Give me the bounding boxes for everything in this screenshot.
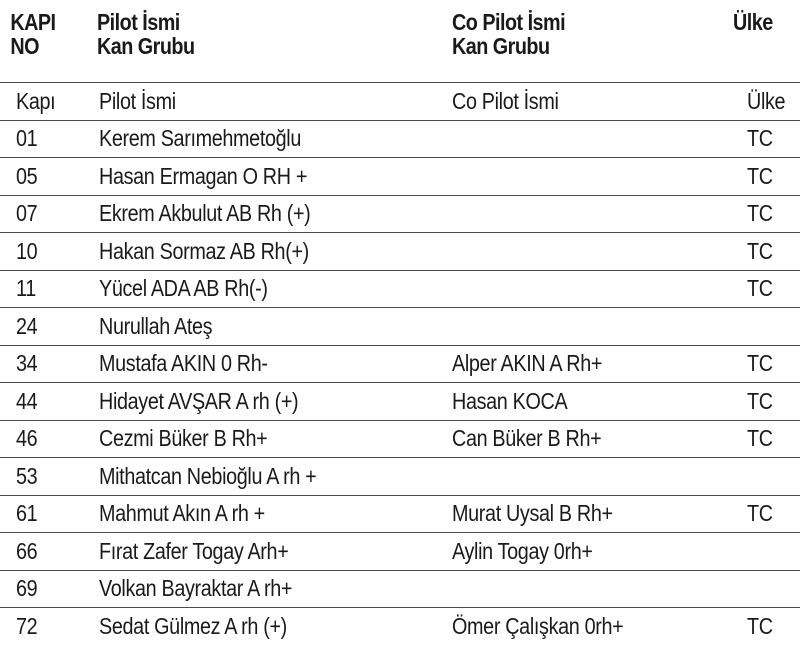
cell-country-text: TC xyxy=(747,387,773,414)
cell-country-text: TC xyxy=(747,275,773,302)
cell-co-pilot-name xyxy=(452,458,733,496)
header-co-pilot-line-2: Kan Grubu xyxy=(452,33,550,59)
cell-co-pilot-name-text: Alper AKIN A Rh+ xyxy=(452,350,603,377)
cell-pilot-name xyxy=(97,495,452,533)
header-kapi-line-1: KAPI xyxy=(10,9,56,35)
cell-co-pilot-name-text: Ömer Çalışkan 0rh+ xyxy=(452,612,624,639)
cell-country-text: TC xyxy=(747,350,773,377)
header-country xyxy=(733,0,791,83)
cell-pilot-name-text: Hidayet AVŞAR A rh (+) xyxy=(99,387,299,414)
cell-country xyxy=(733,345,800,383)
cell-kapi-no xyxy=(0,270,97,308)
cell-co-pilot-name xyxy=(452,158,733,196)
cell-co-pilot-name xyxy=(452,120,733,158)
cell-kapi-no xyxy=(0,533,97,571)
cell-country-text: TC xyxy=(747,237,773,264)
table-row xyxy=(0,533,800,571)
table-row xyxy=(0,195,800,233)
cell-pilot-name-text: Cezmi Büker B Rh+ xyxy=(99,425,268,452)
cell-country xyxy=(733,120,800,158)
cell-pilot-name-text: Fırat Zafer Togay Arh+ xyxy=(99,537,289,564)
cell-co-pilot-name-text: Can Büker B Rh+ xyxy=(452,425,602,452)
header-pilot-name xyxy=(97,0,402,83)
cell-co-pilot-name-text: Aylin Togay 0rh+ xyxy=(452,537,593,564)
cell-kapi-no xyxy=(0,233,97,271)
cell-pilot-name xyxy=(97,420,452,458)
header-kapi-line-2: NO xyxy=(10,33,39,59)
cell-country-text: Ülke xyxy=(747,87,786,114)
cell-pilot-name-text: Yücel ADA AB Rh(-) xyxy=(99,275,268,302)
cell-pilot-name-text: Pilot İsmi xyxy=(99,87,176,114)
cell-pilot-name xyxy=(97,458,452,496)
cell-kapi-no xyxy=(0,420,97,458)
cell-country xyxy=(733,608,800,645)
cell-kapi-no-text: 53 xyxy=(16,462,38,489)
table-row xyxy=(0,308,800,346)
cell-kapi-no xyxy=(0,458,97,496)
cell-country-text: TC xyxy=(747,125,773,152)
table-row xyxy=(0,233,800,271)
cell-pilot-name xyxy=(97,233,452,271)
cell-co-pilot-name xyxy=(452,608,733,645)
cell-pilot-name xyxy=(97,533,452,571)
cell-co-pilot-name-text: Hasan KOCA xyxy=(452,387,568,414)
table-header xyxy=(0,0,800,83)
cell-kapi-no xyxy=(0,383,97,421)
cell-country xyxy=(733,533,800,571)
cell-country-text: TC xyxy=(747,612,773,639)
cell-country xyxy=(733,158,800,196)
cell-pilot-name-text: Mithatcan Nebioğlu A rh + xyxy=(99,462,317,489)
cell-pilot-name-text: Ekrem Akbulut AB Rh (+) xyxy=(99,200,311,227)
cell-co-pilot-name xyxy=(452,233,733,271)
cell-pilot-name xyxy=(97,120,452,158)
cell-pilot-name-text: Hakan Sormaz AB Rh(+) xyxy=(99,237,309,264)
cell-co-pilot-name xyxy=(452,570,733,608)
cell-kapi-no xyxy=(0,495,97,533)
cell-pilot-name-text: Mustafa AKIN 0 Rh- xyxy=(99,350,268,377)
table-row xyxy=(0,83,800,121)
cell-country xyxy=(733,195,800,233)
cell-country xyxy=(733,420,800,458)
cell-pilot-name-text: Hasan Ermagan O RH + xyxy=(99,162,308,189)
cell-kapi-no xyxy=(0,308,97,346)
cell-pilot-name-text: Volkan Bayraktar A rh+ xyxy=(99,575,293,602)
cell-pilot-name-text: Sedat Gülmez A rh (+) xyxy=(99,612,287,639)
cell-co-pilot-name xyxy=(452,308,733,346)
cell-co-pilot-name-text: Co Pilot İsmi xyxy=(452,87,559,114)
cell-pilot-name xyxy=(97,308,452,346)
table-row xyxy=(0,420,800,458)
cell-pilot-name-text: Mahmut Akın A rh + xyxy=(99,500,265,527)
header-pilot-line-2: Kan Grubu xyxy=(97,33,195,59)
table-row xyxy=(0,345,800,383)
cell-kapi-no xyxy=(0,608,97,645)
cell-co-pilot-name xyxy=(452,83,733,121)
cell-co-pilot-name xyxy=(452,495,733,533)
cell-kapi-no-text: 11 xyxy=(16,275,36,302)
cell-country xyxy=(733,308,800,346)
cell-pilot-name-text: Nurullah Ateş xyxy=(99,312,213,339)
cell-country xyxy=(733,83,800,121)
cell-co-pilot-name-text: Murat Uysal B Rh+ xyxy=(452,500,613,527)
cell-kapi-no-text: 44 xyxy=(16,387,38,414)
header-country-line-1: Ülke xyxy=(733,9,773,35)
table-row xyxy=(0,158,800,196)
cell-co-pilot-name xyxy=(452,270,733,308)
header-kapi-no xyxy=(0,0,83,83)
cell-co-pilot-name xyxy=(452,345,733,383)
cell-kapi-no-text: 05 xyxy=(16,162,38,189)
cell-kapi-no xyxy=(0,83,97,121)
table-row xyxy=(0,495,800,533)
cell-kapi-no xyxy=(0,345,97,383)
cell-country-text: TC xyxy=(747,425,773,452)
cell-country xyxy=(733,383,800,421)
cell-kapi-no-text: 10 xyxy=(16,237,38,264)
table-body xyxy=(0,83,800,645)
cell-kapi-no-text: 72 xyxy=(16,612,38,639)
cell-kapi-no xyxy=(0,195,97,233)
cell-kapi-no-text: 66 xyxy=(16,537,38,564)
table-row xyxy=(0,570,800,608)
cell-co-pilot-name xyxy=(452,420,733,458)
cell-country-text: TC xyxy=(747,200,773,227)
table-row xyxy=(0,458,800,496)
cell-country xyxy=(733,233,800,271)
cell-pilot-name xyxy=(97,83,452,121)
cell-co-pilot-name xyxy=(452,195,733,233)
cell-kapi-no-text: 01 xyxy=(16,125,38,152)
cell-kapi-no xyxy=(0,570,97,608)
table-row xyxy=(0,120,800,158)
cell-pilot-name xyxy=(97,608,452,645)
cell-kapi-no-text: Kapı xyxy=(16,87,56,114)
cell-country xyxy=(733,495,800,533)
table-row xyxy=(0,270,800,308)
cell-pilot-name xyxy=(97,270,452,308)
cell-kapi-no-text: 46 xyxy=(16,425,38,452)
header-pilot-line-1: Pilot İsmi xyxy=(97,9,180,35)
cell-kapi-no-text: 69 xyxy=(16,575,38,602)
cell-pilot-name xyxy=(97,345,452,383)
cell-country-text: TC xyxy=(747,500,773,527)
cell-country xyxy=(733,570,800,608)
cell-kapi-no-text: 24 xyxy=(16,312,38,339)
cell-pilot-name xyxy=(97,383,452,421)
table-row xyxy=(0,383,800,421)
header-row xyxy=(0,0,800,83)
cell-pilot-name xyxy=(97,570,452,608)
cell-pilot-name-text: Kerem Sarımehmetoğlu xyxy=(99,125,302,152)
cell-pilot-name xyxy=(97,158,452,196)
cell-kapi-no xyxy=(0,158,97,196)
cell-kapi-no-text: 61 xyxy=(16,500,38,527)
cell-kapi-no-text: 07 xyxy=(16,200,38,227)
cell-co-pilot-name xyxy=(452,533,733,571)
cell-pilot-name xyxy=(97,195,452,233)
cell-country xyxy=(733,458,800,496)
header-co-pilot-line-1: Co Pilot İsmi xyxy=(452,9,566,35)
table-row xyxy=(0,608,800,645)
cell-country-text: TC xyxy=(747,162,773,189)
cell-country xyxy=(733,270,800,308)
header-co-pilot-name xyxy=(452,0,694,83)
cell-kapi-no xyxy=(0,120,97,158)
cell-co-pilot-name xyxy=(452,383,733,421)
cell-kapi-no-text: 34 xyxy=(16,350,38,377)
